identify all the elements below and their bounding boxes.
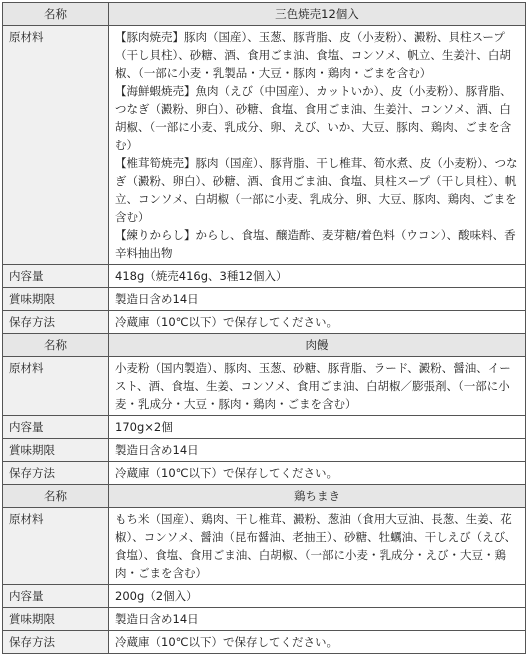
product-1-expiry-row bbox=[3, 288, 526, 311]
product-3-name-row bbox=[3, 485, 526, 508]
product-1-storage: 冷蔵庫（10℃以下）で保存してください。 bbox=[109, 311, 526, 334]
ingredients-label: 原材料 bbox=[3, 26, 109, 265]
product-3-storage-row bbox=[3, 631, 526, 654]
product-1-name-row bbox=[3, 3, 526, 26]
product-2-expiry-row bbox=[3, 439, 526, 462]
product-1-content: 418g（焼売416g、3種12個入） bbox=[109, 265, 526, 288]
product-3-expiry: 製造日含め14日 bbox=[109, 608, 526, 631]
product-2-content: 170g×2個 bbox=[109, 416, 526, 439]
product-2-name-row bbox=[3, 334, 526, 357]
product-3-ingredients bbox=[109, 508, 526, 585]
product-2-storage-row bbox=[3, 462, 526, 485]
storage-label: 保存方法 bbox=[3, 311, 109, 334]
ingredient-paragraph: 【練りからし】からし、食塩、醸造酢、麦芽糖/着色料（ウコン）、酸味料、香辛料抽出物 bbox=[115, 228, 516, 260]
ingredients-label: 原材料 bbox=[3, 508, 109, 585]
ingredient-paragraph: 【海鮮蝦焼売】魚肉（えび（中国産）、カットいか）、皮（小麦粉）、豚背脂、つなぎ（澱粉、卵白）、砂糖、食塩、食用ごま油、生姜汁、コンソメ、酒、白胡椒、（一部に小麦、乳成分、卵、えび、いか、大豆、豚肉、鶏肉、ごまを含む） bbox=[115, 84, 512, 152]
ingredients-label: 原材料 bbox=[3, 357, 109, 416]
ingredient-paragraph: 小麦粉（国内製造）、豚肉、玉葱、砂糖、豚背脂、ラード、澱粉、醤油、イースト、酒、食塩、生姜、コンソメ、食用ごま油、白胡椒／膨張剤、（一部に小麦・乳成分・大豆・豚肉・鶏肉・ごまを含む） bbox=[115, 361, 511, 411]
product-2-ingredients-row bbox=[3, 357, 526, 416]
name-label: 名称 bbox=[3, 334, 109, 357]
product-3-content: 200g（2個入） bbox=[109, 585, 526, 608]
ingredient-paragraph: 【豚肉焼売】豚肉（国産）、玉葱、豚背脂、皮（小麦粉）、澱粉、貝柱スープ（干し貝柱）、砂糖、酒、食用ごま油、食塩、コンソメ、帆立、生姜汁、白胡椒、（一部に小麦・乳製品・大豆・豚肉・鶏肉・ごまを含む） bbox=[115, 30, 511, 80]
product-1-ingredients bbox=[109, 26, 526, 265]
content-label: 内容量 bbox=[3, 416, 109, 439]
product-3-content-row bbox=[3, 585, 526, 608]
product-2-expiry: 製造日含め14日 bbox=[109, 439, 526, 462]
content-label: 内容量 bbox=[3, 585, 109, 608]
product-3-storage: 冷蔵庫（10℃以下）で保存してください。 bbox=[109, 631, 526, 654]
product-spec-sheet bbox=[2, 2, 526, 654]
storage-label: 保存方法 bbox=[3, 631, 109, 654]
content-label: 内容量 bbox=[3, 265, 109, 288]
product-2-storage: 冷蔵庫（10℃以下）で保存してください。 bbox=[109, 462, 526, 485]
storage-label: 保存方法 bbox=[3, 462, 109, 485]
product-3-ingredients-row bbox=[3, 508, 526, 585]
product-3-expiry-row bbox=[3, 608, 526, 631]
expiry-label: 賞味期限 bbox=[3, 608, 109, 631]
product-1-name: 三色焼売12個入 bbox=[109, 3, 526, 26]
product-spec-table bbox=[2, 2, 526, 654]
ingredient-paragraph: もち米（国産）、鶏肉、干し椎茸、澱粉、葱油（食用大豆油、長葱、生姜、花椒）、コンソメ、醤油（昆布醤油、老抽王）、砂糖、牡蠣油、干しえび（えび、食塩）、食塩、食用ごま油、白胡椒、（一部に小麦・乳成分・えび・大豆・鶏肉・ごまを含む） bbox=[115, 512, 517, 580]
expiry-label: 賞味期限 bbox=[3, 439, 109, 462]
product-2-content-row bbox=[3, 416, 526, 439]
name-label: 名称 bbox=[3, 3, 109, 26]
product-1-storage-row bbox=[3, 311, 526, 334]
name-label: 名称 bbox=[3, 485, 109, 508]
product-2-ingredients bbox=[109, 357, 526, 416]
product-1-ingredients-row bbox=[3, 26, 526, 265]
product-1-expiry: 製造日含め14日 bbox=[109, 288, 526, 311]
product-3-name: 鶏ちまき bbox=[109, 485, 526, 508]
product-1-content-row bbox=[3, 265, 526, 288]
expiry-label: 賞味期限 bbox=[3, 288, 109, 311]
ingredient-paragraph: 【椎茸筍焼売】豚肉（国産）、豚背脂、干し椎茸、筍水煮、皮（小麦粉）、つなぎ（澱粉、卵白）、砂糖、酒、食用ごま油、食塩、貝柱スープ（干し貝柱）、帆立、コンソメ、白胡椒（一部に小麦、乳成分、卵、大豆、豚肉、鶏肉、ごまを含む） bbox=[115, 156, 518, 224]
product-2-name: 肉饅 bbox=[109, 334, 526, 357]
